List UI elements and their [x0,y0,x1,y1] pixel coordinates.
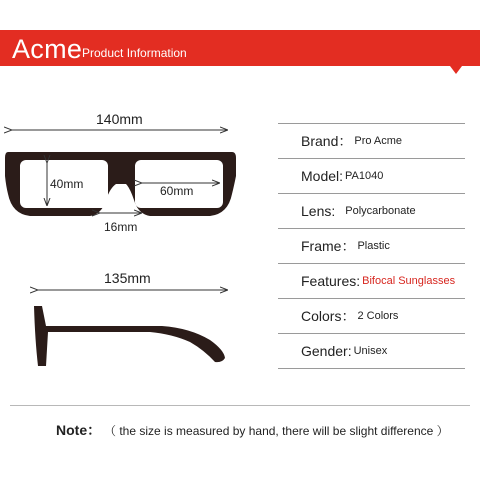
spec-value: Polycarbonate [345,205,416,217]
glasses-front-view [5,152,236,216]
spec-row-features [278,264,465,299]
spec-value: Pro Acme [354,135,403,147]
lens-height-label: 40mm [50,177,84,191]
header-subtitle: Product Information [82,46,187,60]
spec-label: Brand： [301,133,353,149]
note-label: Note： [56,422,102,438]
frame-width-label: 140mm [96,111,143,127]
spec-row-gender [278,334,465,369]
glasses-side-view [34,306,225,366]
spec-row-colors [278,299,465,334]
spec-label: Lens: [301,203,336,219]
spec-label: Gender: [301,343,352,359]
spec-row-model [278,159,465,194]
spec-value: 2 Colors [357,310,399,322]
temple-length-label: 135mm [104,270,151,286]
spec-label: Model: [301,168,344,184]
spec-label: Frame： [301,238,356,254]
spec-value: Unisex [353,345,388,357]
note-text: （ the size is measured by hand, there will be slight difference ） [104,424,449,438]
spec-value: PA1040 [345,170,384,182]
spec-value: Plastic [357,240,390,252]
spec-row-frame [278,229,465,264]
brand-logo-text: Acme [12,34,83,64]
bridge-width-label: 16mm [104,220,138,234]
spec-label: Colors： [301,308,356,324]
spec-row-lens [278,194,465,229]
spec-label: Features: [301,273,361,289]
spec-table [278,123,465,369]
spec-row-brand [278,124,465,159]
lens-width-label: 60mm [160,184,194,198]
footer-divider [10,405,470,406]
spec-value: Bifocal Sunglasses [362,275,456,287]
